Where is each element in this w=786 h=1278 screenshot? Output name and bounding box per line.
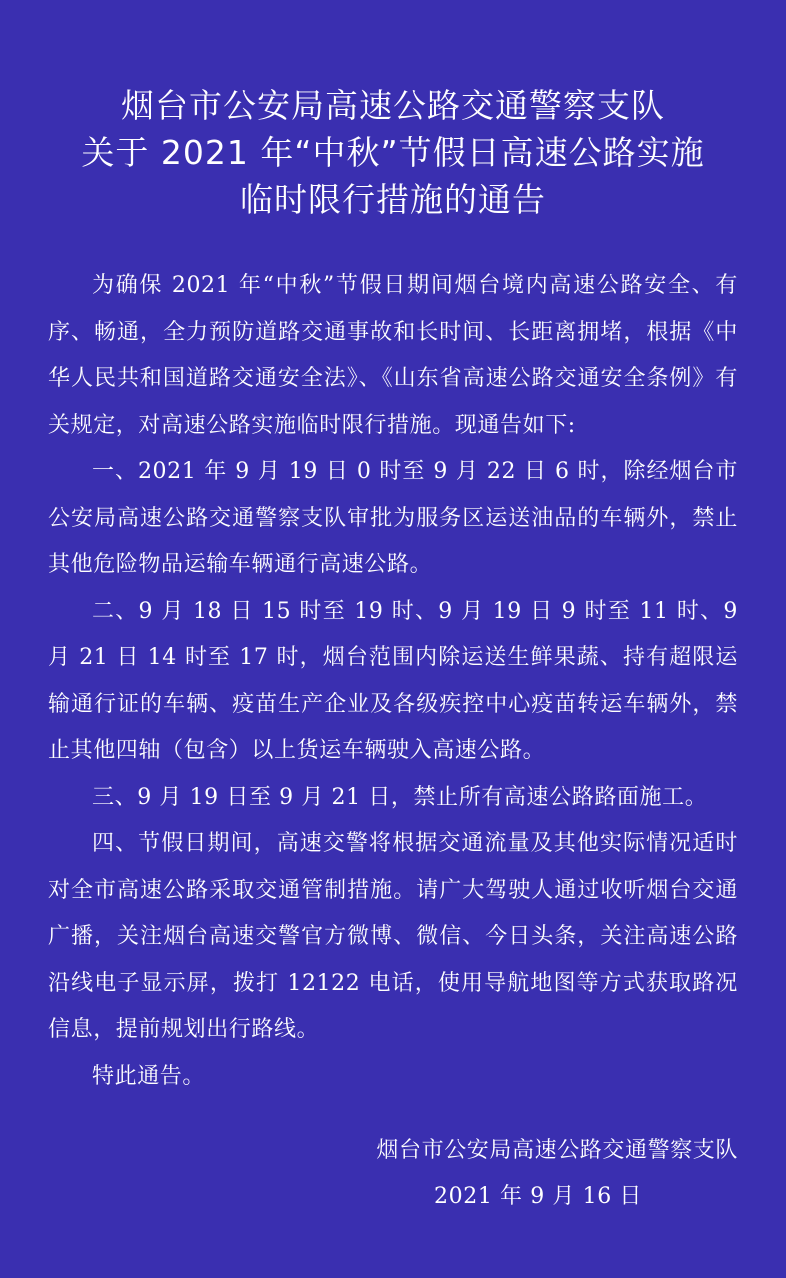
title-line-1: 烟台市公安局高速公路交通警察支队 [121, 86, 665, 125]
issuer-name: 烟台市公安局高速公路交通警察支队 [376, 1138, 738, 1163]
notice-body [48, 263, 738, 1100]
clause-1-paragraph: 一、2021 年 9 月 19 日 0 时至 9 月 22 日 6 时，除经烟台市公安局高速公路交通警察支队审批为服务区运送油品的车辆外，禁止其他危险物品运输车辆通行高速公路。 [48, 459, 738, 577]
closing-paragraph: 特此通告。 [92, 1063, 206, 1089]
signature-block [376, 1128, 738, 1220]
issue-date: 2021 年 9 月 16 日 [434, 1184, 642, 1209]
clause-3-paragraph: 三、9 月 19 日至 9 月 21 日，禁止所有高速公路路面施工。 [92, 784, 708, 810]
intro-paragraph: 为确保 2021 年“中秋”节假日期间烟台境内高速公路安全、有序、畅通，全力预防道路交通事故和长时间、长距离拥堵，根据《中华人民共和国道路交通安全法》、《山东省高速公路交通安全条例》有关规定，对高速公路实施临时限行措施。现通告如下: [48, 273, 738, 438]
clause-4-paragraph: 四、节假日期间，高速交警将根据交通流量及其他实际情况适时对全市高速公路采取交通管制措施。请广大驾驶人通过收听烟台交通广播，关注烟台高速交警官方微博、微信、今日头条，关注高速公路沿线电子显示屏，拨打 12122 电话，使用导航地图等方式获取路况信息，提前规划出行路线。 [48, 831, 738, 1042]
notice-title [48, 82, 738, 223]
title-line-2: 关于 2021 年“中秋”节假日高速公路实施 [81, 133, 705, 172]
title-line-3: 临时限行措施的通告 [240, 180, 546, 219]
clause-2-paragraph: 二、9 月 18 日 15 时至 19 时、9 月 19 日 9 时至 11 时、9 月 21 日 14 时至 17 时，烟台范围内除运送生鲜果蔬、持有超限运输通行证的车辆、疫苗生产企业及各级疾控中心疫苗转运车辆外，禁止其他四轴（包含）以上货运车辆驶入高速公路。 [48, 598, 738, 763]
